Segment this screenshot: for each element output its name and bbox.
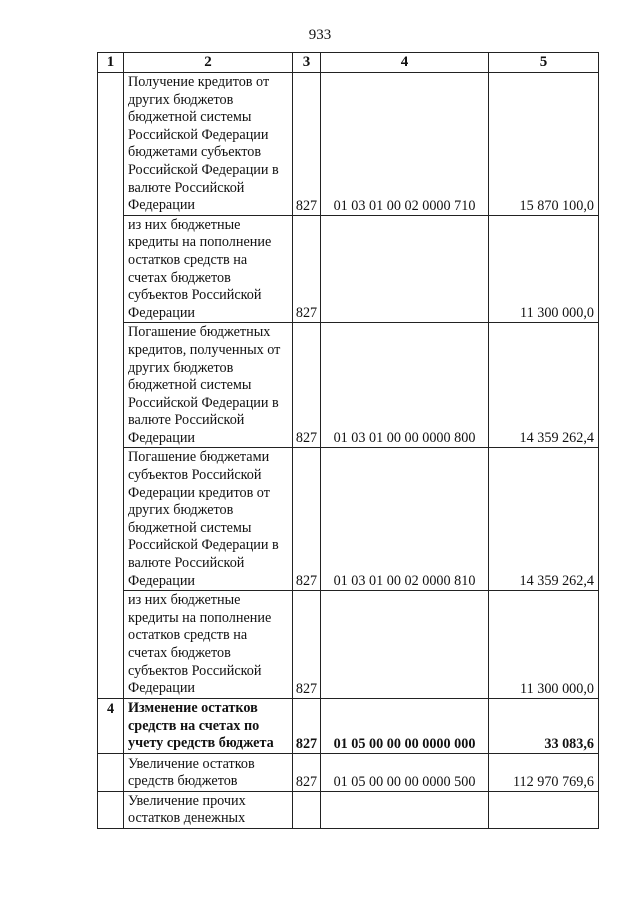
amount-cell: 15 870 100,0 (489, 73, 599, 216)
admin-code-cell: 827 (293, 73, 321, 216)
description-cell: Погашение бюджетных кредитов, полученных от других бюджетов бюджетной системы Российской Федерации в валюте Российской Федерации (124, 323, 293, 448)
admin-code-cell: 827 (293, 753, 321, 791)
admin-code-cell: 827 (293, 591, 321, 699)
admin-code-cell: 827 (293, 698, 321, 753)
classification-code-cell (321, 591, 489, 699)
amount-cell: 11 300 000,0 (489, 591, 599, 699)
page-number: 933 (308, 27, 332, 43)
description-cell: Увеличение прочих остатков денежных (124, 791, 293, 828)
amount-cell: 14 359 262,4 (489, 448, 599, 591)
row-number-cell (98, 73, 124, 699)
header-col-2: 2 (124, 53, 293, 73)
classification-code-cell: 01 03 01 00 02 0000 810 (321, 448, 489, 591)
header-col-3: 3 (293, 53, 321, 73)
description-cell: Погашение бюджетами субъектов Российской Федерации кредитов от других бюджетов бюджетной системы Российской Федерации в валюте Российской Федерации (124, 448, 293, 591)
amount-cell: 112 970 769,6 (489, 753, 599, 791)
classification-code-cell: 01 03 01 00 00 0000 800 (321, 323, 489, 448)
classification-code-cell (321, 791, 489, 828)
amount-cell: 11 300 000,0 (489, 215, 599, 323)
amount-cell: 14 359 262,4 (489, 323, 599, 448)
header-col-5: 5 (489, 53, 599, 73)
description-cell: из них бюджетные кредиты на пополнение остатков средств на счетах бюджетов субъектов Российской Федерации (124, 215, 293, 323)
admin-code-cell (293, 791, 321, 828)
admin-code-cell: 827 (293, 323, 321, 448)
description-cell: Изменение остатков средств на счетах по учету средств бюджета (124, 698, 293, 753)
row-number-cell (98, 753, 124, 791)
row-number-cell: 4 (98, 698, 124, 753)
table-row (98, 698, 599, 753)
classification-code-cell: 01 05 00 00 00 0000 000 (321, 698, 489, 753)
row-number-cell (98, 791, 124, 828)
description-cell: из них бюджетные кредиты на пополнение остатков средств на счетах бюджетов субъектов Российской Федерации (124, 591, 293, 699)
admin-code-cell: 827 (293, 215, 321, 323)
header-col-1: 1 (98, 53, 124, 73)
table-row (98, 323, 599, 448)
description-cell: Получение кредитов от других бюджетов бюджетной системы Российской Федерации бюджетами субъектов Российской Федерации в валюте Российской Федерации (124, 73, 293, 216)
table-row (98, 591, 599, 699)
amount-cell: 33 083,6 (489, 698, 599, 753)
classification-code-cell: 01 03 01 00 02 0000 710 (321, 73, 489, 216)
description-cell: Увеличение остатков средств бюджетов (124, 753, 293, 791)
table-row (98, 73, 599, 216)
header-col-4: 4 (321, 53, 489, 73)
admin-code-cell: 827 (293, 448, 321, 591)
classification-code-cell (321, 215, 489, 323)
classification-code-cell: 01 05 00 00 00 0000 500 (321, 753, 489, 791)
table-row (98, 753, 599, 791)
table-row (98, 215, 599, 323)
amount-cell (489, 791, 599, 828)
budget-table (97, 52, 599, 829)
table-row (98, 448, 599, 591)
header-row (98, 53, 599, 73)
table-row (98, 791, 599, 828)
